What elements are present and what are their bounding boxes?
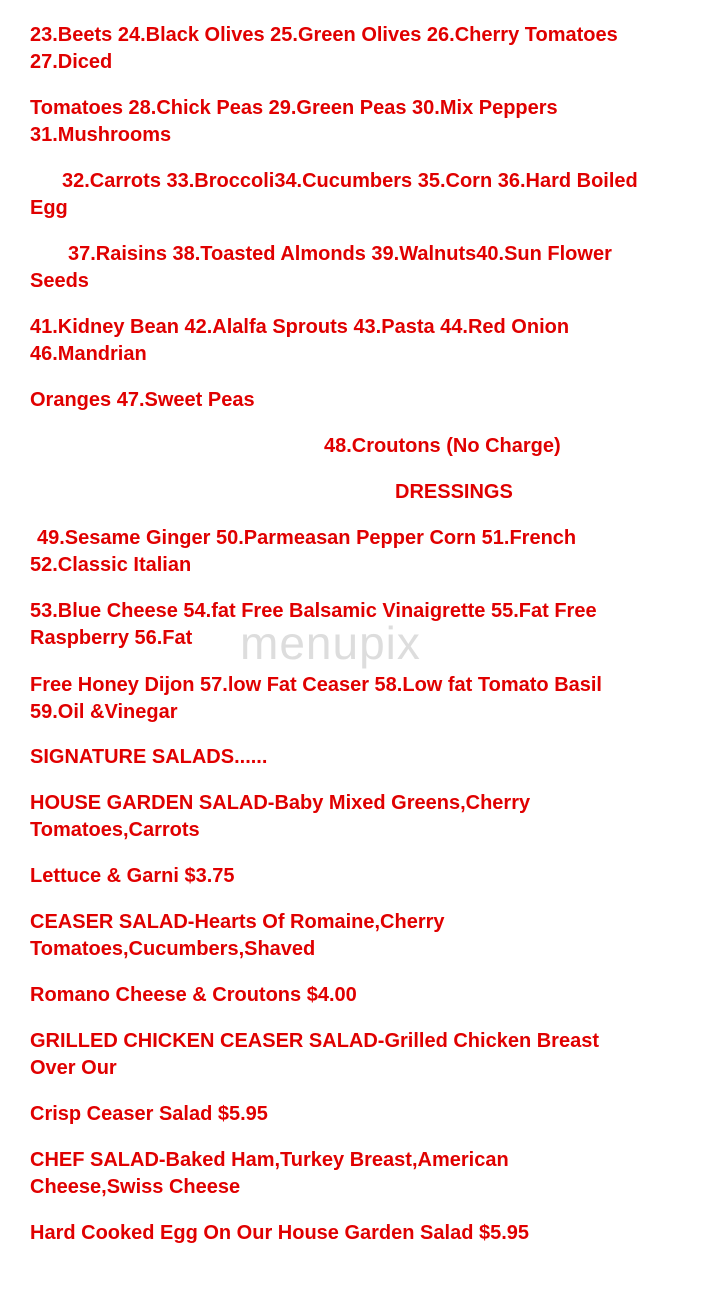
menu-line: 37.Raisins 38.Toasted Almonds 39.Walnuts40.Sun Flower <box>68 243 612 265</box>
menu-line: Raspberry 56.Fat <box>30 627 193 649</box>
menu-line: 53.Blue Cheese 54.fat Free Balsamic Vinaigrette 55.Fat Free <box>30 600 597 622</box>
menu-line: Tomatoes 28.Chick Peas 29.Green Peas 30.Mix Peppers <box>30 97 558 119</box>
menu-line: 49.Sesame Ginger 50.Parmeasan Pepper Corn 51.French <box>37 527 577 549</box>
section-heading-dressings: DRESSINGS <box>395 481 513 503</box>
menu-line: Crisp Ceaser Salad $5.95 <box>30 1103 268 1125</box>
menu-line: CHEF SALAD-Baked Ham,Turkey Breast,American <box>30 1149 509 1171</box>
menu-line: 23.Beets 24.Black Olives 25.Green Olives 26.Cherry Tomatoes <box>30 24 618 46</box>
section-heading-signature-salads: SIGNATURE SALADS...... <box>30 746 268 768</box>
menu-line: Hard Cooked Egg On Our House Garden Salad $5.95 <box>30 1222 530 1244</box>
menu-line: 41.Kidney Bean 42.Alalfa Sprouts 43.Pasta 44.Red Onion <box>30 316 570 338</box>
menu-line: 48.Croutons (No Charge) <box>324 435 561 457</box>
menu-line: Tomatoes,Carrots <box>30 819 200 841</box>
menu-line: Free Honey Dijon 57.low Fat Ceaser 58.Low fat Tomato Basil <box>30 674 602 696</box>
menu-line: HOUSE GARDEN SALAD-Baby Mixed Greens,Cherry <box>30 792 531 814</box>
menu-line: GRILLED CHICKEN CEASER SALAD-Grilled Chicken Breast <box>30 1030 599 1052</box>
menu-line: 52.Classic Italian <box>30 554 192 576</box>
menu-line: Egg <box>30 197 68 219</box>
menu-line: Lettuce & Garni $3.75 <box>30 865 235 887</box>
menu-line: Romano Cheese & Croutons $4.00 <box>30 984 357 1006</box>
menu-line: 32.Carrots 33.Broccoli34.Cucumbers 35.Corn 36.Hard Boiled <box>62 170 638 192</box>
menu-line: Tomatoes,Cucumbers,Shaved <box>30 938 316 960</box>
menu-line: Seeds <box>30 270 89 292</box>
menu-line: 27.Diced <box>30 51 113 73</box>
menu-line: CEASER SALAD-Hearts Of Romaine,Cherry <box>30 911 445 933</box>
menupix-watermark <box>240 610 470 680</box>
menu-line: 46.Mandrian <box>30 343 147 365</box>
menu-line: 59.Oil &Vinegar <box>30 701 178 723</box>
watermark-logo-text: menupix <box>240 617 421 669</box>
menu-line: Oranges 47.Sweet Peas <box>30 389 255 411</box>
menu-line: Cheese,Swiss Cheese <box>30 1176 241 1198</box>
menu-line: Over Our <box>30 1057 117 1079</box>
menu-line: 31.Mushrooms <box>30 124 172 146</box>
